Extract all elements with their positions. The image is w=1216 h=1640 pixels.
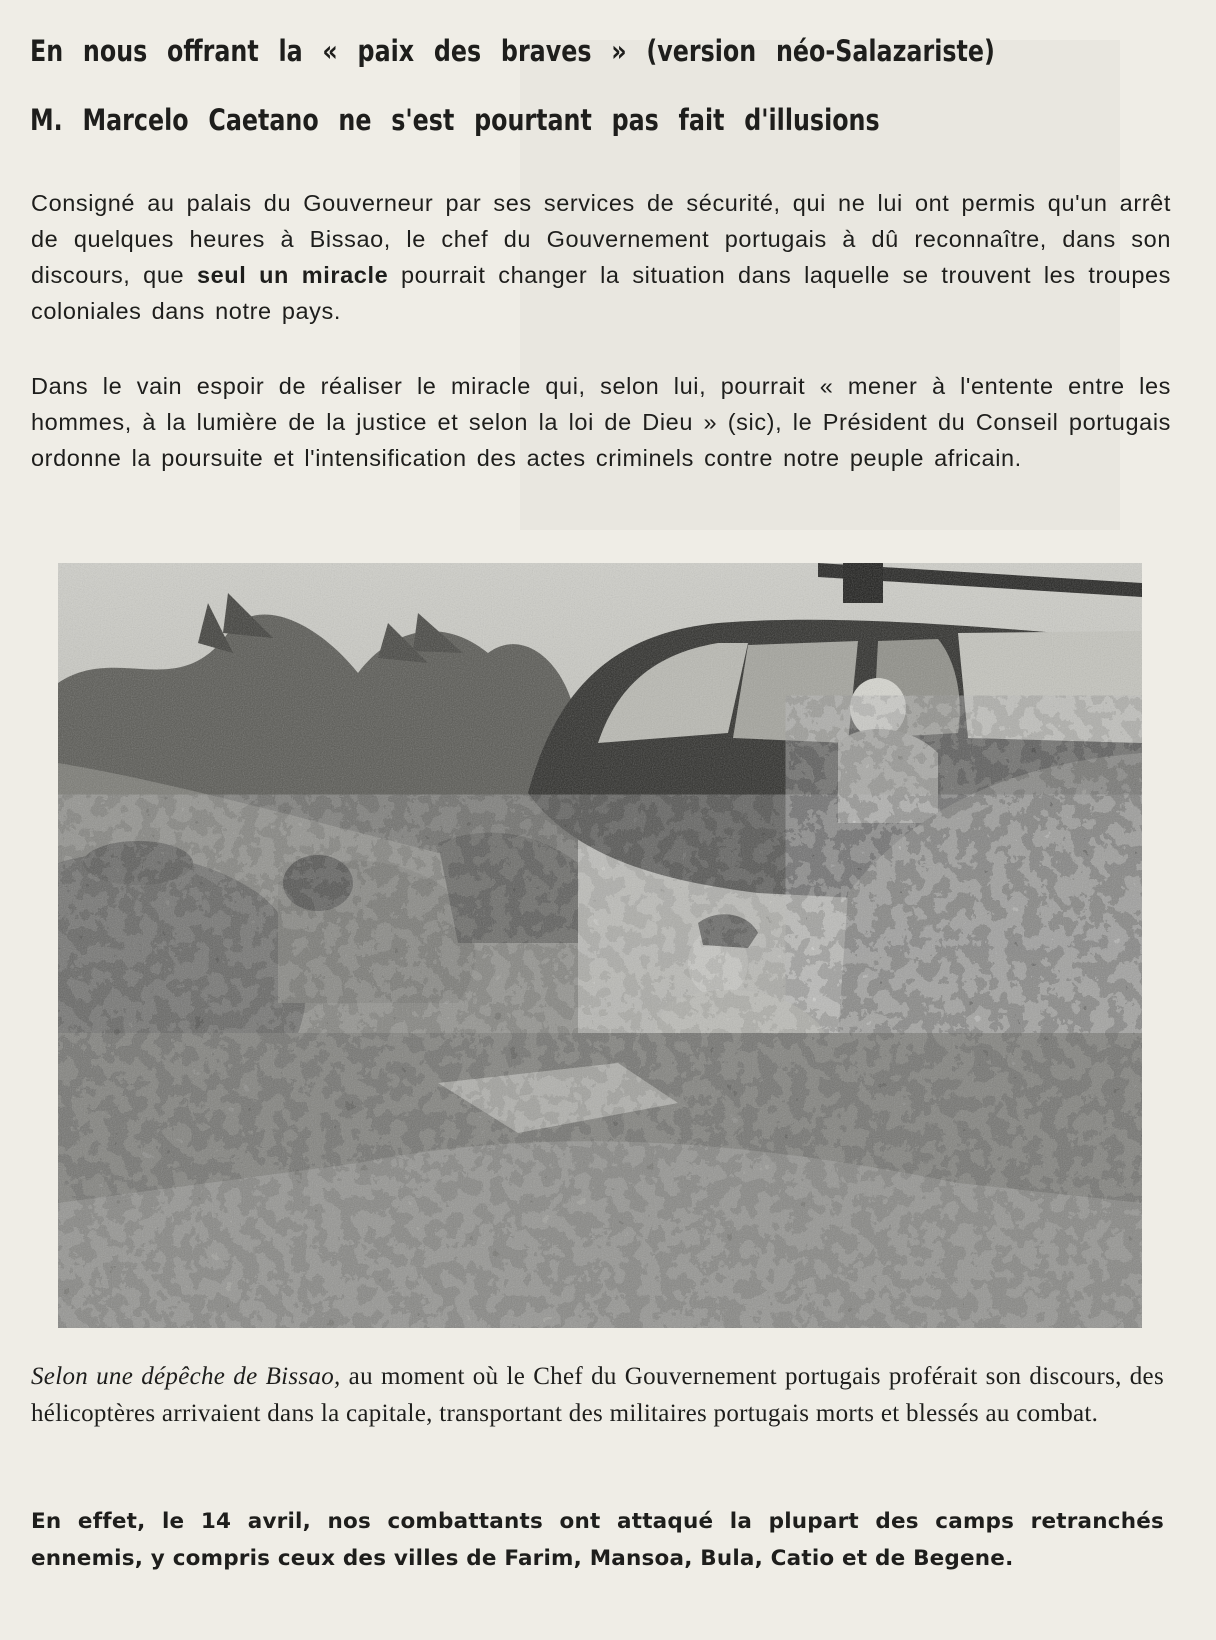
headline-line-1: En nous offrant la « paix des braves » (version néo-Salazariste) bbox=[30, 34, 995, 68]
headline-line-2: M. Marcelo Caetano ne s'est pourtant pas fait d'illusions bbox=[30, 103, 880, 137]
caption-italic-lead: Selon une dépêche de Bissao, bbox=[31, 1363, 341, 1390]
body-paragraph-2: Dans le vain espoir de réaliser le miracle qui, selon lui, pourrait « mener à l'entente entre les hommes, à la lumière de la justice et selon la loi de Dieu » (sic), le Président du Conseil portugais ordonne la poursuite et l'intensification des actes criminels contre notre peuple africain. bbox=[31, 373, 1171, 471]
body-paragraph-1 bbox=[31, 185, 1171, 329]
photo-caption bbox=[31, 1358, 1164, 1432]
para1-text-before: Consigné au palais du Gouverneur par ses services de sécurité, qui ne lui ont permis qu'un arrêt de quelques heures à Bissao, le chef du Gouvernement portugais à dû reconnaître, dans son discours, que bbox=[31, 190, 1171, 288]
para1-emphasis: seul un miracle bbox=[196, 262, 389, 288]
helicopter-photo bbox=[58, 563, 1142, 1328]
caption-text: au moment où le Chef du Gouvernement portugais proférait son discours, des hélicoptères arrivaient dans la capitale, transportant des militaires portugais morts et blessés au combat. bbox=[31, 1363, 1164, 1427]
closing-paragraph: En effet, le 14 avril, nos combattants ont attaqué la plupart des camps retranchés ennemis, y compris ceux des villes de Farim, Mansoa, Bula, Catio et de Begene. bbox=[31, 1509, 1164, 1571]
para1-text-after: pourrait changer la situation dans laquelle se trouvent les troupes coloniales dans notre pays. bbox=[31, 262, 1172, 324]
